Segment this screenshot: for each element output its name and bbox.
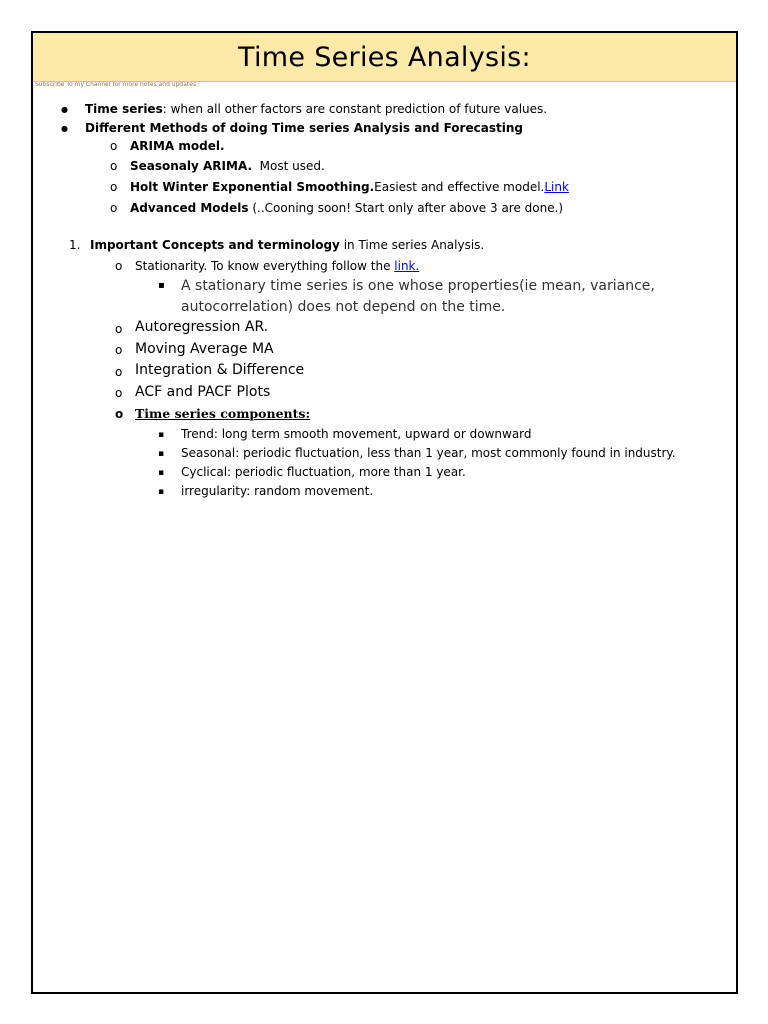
- list-item: [130, 159, 325, 173]
- title-banner: [33, 33, 736, 82]
- moving-average-item: Moving Average MA: [135, 341, 274, 357]
- bullet-square-icon: ▪: [158, 280, 165, 291]
- stationary-definition-line-1: A stationary time series is one whose properties(ie mean, variance,: [181, 278, 655, 294]
- bullet-square-icon: ▪: [158, 430, 165, 440]
- integration-item: Integration & Difference: [135, 362, 305, 378]
- document-page: [31, 31, 738, 994]
- bullet-circle-icon: o: [115, 365, 123, 379]
- bullet-square-icon: ▪: [158, 449, 165, 459]
- bullet-circle-icon: o: [110, 201, 118, 215]
- stationary-definition-line-2: autocorrelation) does not depend on the time.: [181, 299, 506, 315]
- list-item: [135, 259, 419, 273]
- advanced-models-term: Advanced Models: [130, 201, 249, 215]
- page-title: Time Series Analysis:: [238, 42, 531, 73]
- list-item: [130, 180, 569, 194]
- stationarity-link[interactable]: link.: [394, 259, 420, 273]
- component-item-cyclical: Cyclical: periodic fluctuation, more than 1 year.: [181, 465, 466, 479]
- bullet-disc-icon: ●: [61, 105, 68, 114]
- section-heading: [90, 238, 484, 252]
- autoregression-item: Autoregression AR.: [135, 319, 269, 335]
- sarima-note: Most used.: [252, 159, 325, 173]
- section-number: 1.: [69, 238, 81, 252]
- concepts-heading-rest: in Time series Analysis.: [339, 238, 485, 252]
- bullet-circle-icon: o: [115, 343, 123, 357]
- list-item: [85, 102, 547, 116]
- bullet-circle-icon: o: [115, 407, 124, 421]
- time-series-term: Time series: [85, 102, 163, 116]
- subscribe-note: Subscribe To my Channel for more notes and updates: [35, 82, 197, 88]
- advanced-models-note: (..Cooning soon! Start only after above 3 are done.): [248, 201, 564, 215]
- components-heading: Time series components:: [135, 406, 311, 421]
- list-item: [130, 201, 563, 215]
- acf-pacf-item: ACF and PACF Plots: [135, 384, 271, 400]
- component-item-irregularity: irregularity: random movement.: [181, 484, 374, 498]
- bullet-circle-icon: o: [110, 180, 118, 194]
- methods-heading: Different Methods of doing Time series Analysis and Forecasting: [85, 121, 523, 135]
- bullet-circle-icon: o: [115, 322, 123, 336]
- bullet-circle-icon: o: [115, 259, 123, 273]
- holt-winter-note: Easiest and effective model.: [374, 180, 545, 194]
- time-series-definition: : when all other factors are constant prediction of future values.: [162, 102, 548, 116]
- bullet-square-icon: ▪: [158, 468, 165, 478]
- bullet-circle-icon: o: [110, 139, 118, 153]
- bullet-square-icon: ▪: [158, 487, 165, 497]
- bullet-disc-icon: ●: [61, 124, 68, 133]
- component-item-trend: Trend: long term smooth movement, upward or downward: [181, 427, 532, 441]
- sarima-term: Seasonaly ARIMA.: [130, 159, 253, 173]
- holt-winter-link[interactable]: Link: [544, 180, 569, 194]
- bullet-circle-icon: o: [115, 386, 123, 400]
- component-item-seasonal: Seasonal: periodic fluctuation, less than 1 year, most commonly found in industry.: [181, 446, 676, 460]
- stationarity-text: Stationarity. To know everything follow the: [135, 259, 395, 273]
- holt-winter-term: Holt Winter Exponential Smoothing.: [130, 180, 375, 194]
- bullet-circle-icon: o: [110, 159, 118, 173]
- concepts-heading-term: Important Concepts and terminology: [90, 238, 340, 252]
- arima-item: ARIMA model.: [130, 139, 225, 153]
